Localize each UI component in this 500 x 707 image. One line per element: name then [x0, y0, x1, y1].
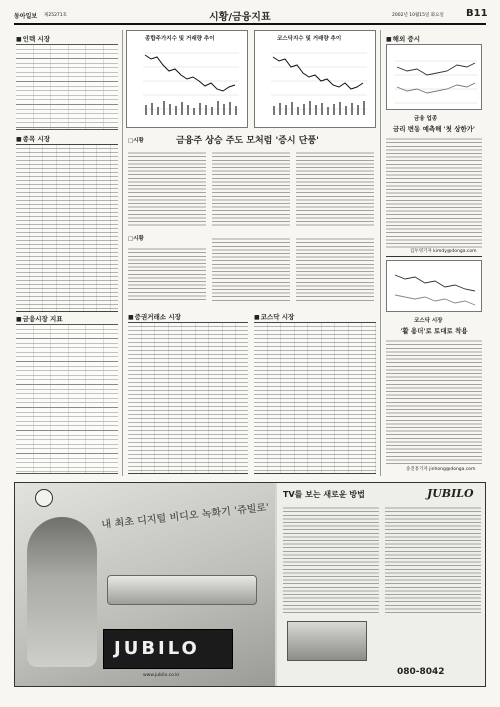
left-section-1-title: ■ 인텍 시장 [16, 34, 50, 43]
main-article-tag-text: 시황 [133, 138, 144, 144]
right-bottom-byline: 송진흥기자 jinhong@donga.com [406, 467, 476, 472]
second-article-col-3 [296, 236, 374, 302]
second-article-col-2 [212, 236, 290, 302]
ad-headline: 내 최초 디지털 비디오 녹화기 '쥬빌로' [101, 502, 270, 531]
ad-url: www.jubilo.co.kr [143, 673, 180, 678]
ad-copy-2 [385, 505, 481, 615]
right-divider [386, 256, 482, 257]
ad-copy-1 [283, 505, 379, 615]
left-section-2-title: ■ 종목 시장 [16, 134, 50, 143]
ad-brand-box-text: JUBILO [114, 638, 200, 659]
kosdaq-chart-title: 코스닥지수 및 거래량 추이 [277, 36, 342, 42]
second-article-tag-text: 시황 [133, 236, 144, 242]
right-top-byline: 김두영기자 kimdy@donga.com [410, 249, 477, 254]
watch-title: ■ 해외 증시 [386, 34, 420, 43]
bottom-table-left [128, 322, 248, 474]
kospi-chart-title: 종합주가지수 및 거래량 추이 [145, 36, 215, 42]
watch-chart [386, 44, 482, 110]
right-column-separator [380, 30, 381, 476]
main-article-headline: 금융주 상승 주도 모처럼 '증시 단풍' [176, 136, 319, 146]
bottom-section-right-title: ■ 코스닥 시장 [254, 312, 294, 321]
ad-tagline-text: TV를 보는 새로운 방법 [283, 490, 365, 499]
right-bottom-body [386, 338, 482, 464]
ad-phone: 080-8042 [397, 667, 445, 677]
ad-logo-circle [35, 489, 53, 507]
second-article-tag-marker: □ [128, 236, 134, 242]
main-article-col-1 [128, 150, 206, 228]
right-bottom-chart-plot [387, 261, 483, 313]
right-top-body [386, 136, 482, 248]
page-number: B11 [466, 8, 488, 19]
main-article-col-2 [212, 150, 290, 228]
right-bottom-headline: '활 용더'로 토대로 착용 [400, 327, 468, 335]
column-separator [122, 30, 123, 476]
paper-name: 동아일보 [14, 13, 38, 20]
issue-number: 제25271호 [44, 13, 68, 18]
left-section-3-title: ■ 금융시장 지표 [16, 314, 63, 323]
main-article-col-3 [296, 150, 374, 228]
section-title: 시황/금융지표 [209, 12, 271, 23]
ad-tagline [283, 489, 365, 500]
kosdaq-chart-plot [255, 31, 377, 129]
second-article-tag [128, 234, 144, 242]
right-top-headline: 금리 변동 예측해 '첫 상한가' [392, 125, 476, 133]
bottom-section-left-title: ■ 증권거래소 시장 [128, 312, 181, 321]
ad-person-silhouette [27, 517, 97, 667]
kosdaq-chart [254, 30, 376, 128]
ad-product-photo [287, 621, 367, 661]
masthead [14, 8, 486, 22]
advertisement [14, 482, 486, 687]
watch-chart-plot [387, 45, 483, 111]
finance-indicator-table [16, 324, 118, 474]
masthead-rule [14, 23, 486, 25]
ad-right-panel [277, 483, 486, 687]
bottom-table-right [254, 322, 376, 474]
kospi-chart-plot [127, 31, 249, 129]
ad-device-image [107, 575, 257, 605]
right-bottom-chart [386, 260, 482, 312]
main-article-tag-marker: □ [128, 138, 134, 144]
ad-brand-logo: JUBILO [427, 487, 474, 500]
right-bottom-label: 코스닥 시장 [414, 318, 443, 324]
stock-table [16, 144, 118, 312]
kospi-chart [126, 30, 248, 128]
issue-date: 2002년 10월15일 화요일 [392, 13, 444, 18]
ad-brand-box [103, 629, 233, 669]
main-article-tag [128, 136, 144, 144]
index-table [16, 44, 118, 130]
second-article-col-1 [128, 246, 206, 302]
right-top-label: 금융 업종 [414, 116, 438, 122]
